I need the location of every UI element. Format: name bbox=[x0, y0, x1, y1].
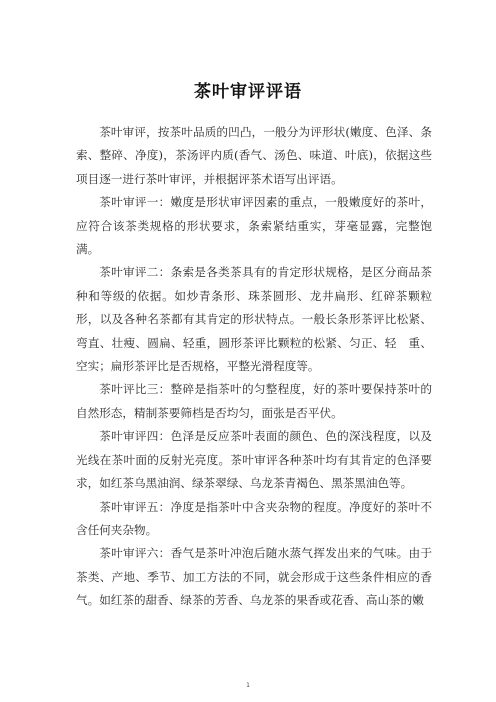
paragraph: 茶叶审评六：香气是茶叶冲泡后随水蒸气挥发出来的气味。由于茶类、产地、季节、加工方法的不同，就会形成于这些条件相应的香气。如红茶的甜香、绿茶的芳香、乌龙茶的果香或花香、高山茶的嫩 bbox=[76, 546, 432, 608]
page-number: 1 bbox=[246, 682, 250, 689]
paragraph: 茶叶审评四：色泽是反应茶叶表面的颜色、色的深浅程度，以及光线在茶叶面的反射光亮度。茶叶审评各种茶叶均有其肯定的色泽要求，如红茶乌黑油润、绿茶翠绿、乌龙茶青褐色、黑茶黑油色等。 bbox=[76, 429, 432, 491]
paragraph: 茶叶审评，按茶叶品质的凹凸，一般分为评形状(嫩度、色泽、条索、整碎、净度)，茶汤评内质(香气、汤色、味道、叶底)，依据这些项目逐一进行茶叶审评，并根据评茶术语写出评语。 bbox=[76, 125, 432, 186]
document-body bbox=[76, 121, 432, 613]
paragraph: 茶叶评比三：整碎是指茶叶的匀整程度，好的茶叶要保持茶叶的自然形态，精制茶要筛档是否均匀，面张是否平伏。 bbox=[76, 382, 432, 420]
paragraph: 茶叶审评五：净度是指茶叶中含夹杂物的程度。净度好的茶叶不含任何夹杂物。 bbox=[76, 499, 432, 537]
document-title: 茶叶审评评语 bbox=[194, 82, 302, 102]
paragraph: 茶叶审评一：嫩度是形状审评因素的重点，一般嫩度好的茶叶，应符合该茶类规格的形状要求，条索紧结重实，芽毫显露，完整饱满。 bbox=[76, 195, 432, 257]
paragraph: 茶叶审评二：条索是各类茶具有的肯定形状规格，是区分商品茶种和等级的依据。如炒青条形、珠茶圆形、龙井扁形、红碎茶颗粒形，以及各种名茶都有其肯定的形状特点。一般长条形茶评比松紧、弯直、壮瘦、圆扁、轻重，圆形茶评比颗粒的松紧、匀正、轻 重、空实；扁形茶评比是否规格，平整光滑程度等。 bbox=[76, 265, 432, 374]
